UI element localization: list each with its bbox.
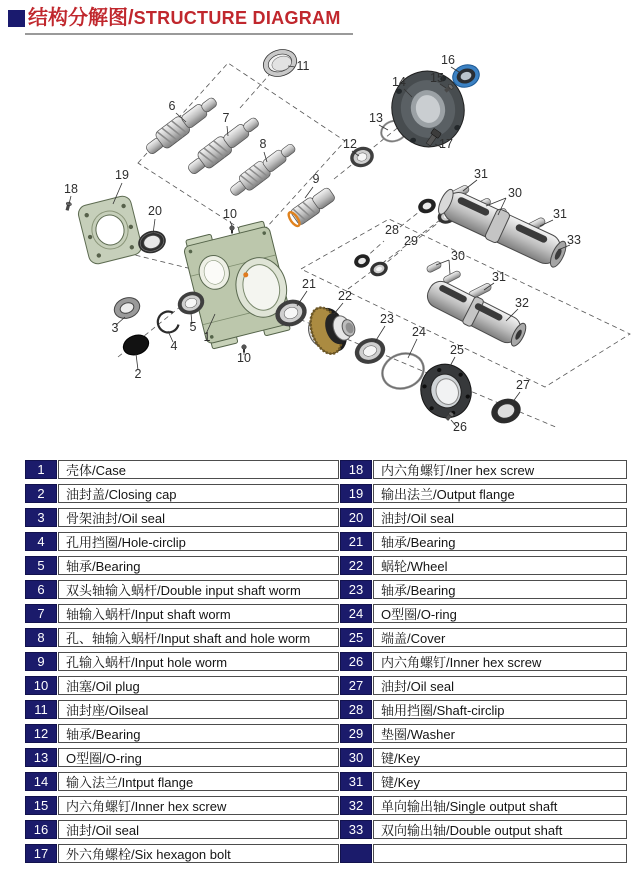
part-name-cell: 端盖/Cover <box>373 628 627 647</box>
part-number-cell: 9 <box>25 652 57 671</box>
table-row <box>340 796 627 815</box>
part-number-cell: 16 <box>25 820 57 839</box>
diagram-part-label: 30 <box>451 249 465 263</box>
page-title-en: STRUCTURE DIAGRAM <box>133 8 341 28</box>
part-name-cell: 轴输入蜗杆/Input shaft worm <box>58 604 339 623</box>
part-name-cell: O型圈/O-ring <box>58 748 339 767</box>
part-number-cell: 17 <box>25 844 57 863</box>
table-row <box>25 652 339 671</box>
diagram-part-label: 12 <box>343 137 357 151</box>
part-number-cell: 33 <box>340 820 372 839</box>
part-key-30b1 <box>426 261 442 274</box>
parts-table-section <box>0 460 633 868</box>
diagram-part-label: 17 <box>439 137 453 151</box>
part-number-cell: 5 <box>25 556 57 575</box>
part-number-cell: 22 <box>340 556 372 575</box>
diagram-part-label: 21 <box>302 277 316 291</box>
part-name-cell: 内六角螺钉/Iner hex screw <box>373 460 627 479</box>
table-row <box>25 508 339 527</box>
part-number-cell: 18 <box>340 460 372 479</box>
part-name-cell: 单向输出轴/Single output shaft <box>373 796 627 815</box>
table-row <box>25 676 339 695</box>
diagram-part-label: 15 <box>430 71 444 85</box>
table-row <box>25 604 339 623</box>
part-number-cell: 30 <box>340 748 372 767</box>
part-name-cell: 油塞/Oil plug <box>58 676 339 695</box>
table-row <box>340 604 627 623</box>
part-name-cell: 轴承/Bearing <box>373 532 627 551</box>
table-row <box>340 748 627 767</box>
part-number-cell: 7 <box>25 604 57 623</box>
part-number-cell <box>340 844 372 863</box>
part-number-cell: 1 <box>25 460 57 479</box>
diagram-part-label: 32 <box>515 296 529 310</box>
page-header <box>0 0 633 35</box>
part-number-cell: 2 <box>25 484 57 503</box>
diagram-part-label: 9 <box>312 172 320 186</box>
table-row <box>340 820 627 839</box>
diagram-part-label: 31 <box>553 207 567 221</box>
table-row <box>25 820 339 839</box>
table-row <box>340 532 627 551</box>
diagram-part-label: 8 <box>259 137 267 151</box>
part-name-cell: 内六角螺钉/Inner hex screw <box>373 652 627 671</box>
table-row <box>25 772 339 791</box>
part-name-cell: O型圈/O-ring <box>373 604 627 623</box>
part-name-cell: 孔输入蜗杆/Input hole worm <box>58 652 339 671</box>
part-number-cell: 13 <box>25 748 57 767</box>
diagram-part-label: 20 <box>148 204 162 218</box>
table-row <box>340 652 627 671</box>
part-number-cell: 25 <box>340 628 372 647</box>
part-name-cell: 双向输出轴/Double output shaft <box>373 820 627 839</box>
table-row <box>340 700 627 719</box>
diagram-part-label: 13 <box>369 111 383 125</box>
table-row <box>25 484 339 503</box>
diagram-part-label: 10 <box>223 207 237 221</box>
part-number-cell: 21 <box>340 532 372 551</box>
part-circlip-4 <box>155 309 180 335</box>
diagram-part-label: 29 <box>404 234 418 248</box>
part-name-cell: 轴承/Bearing <box>58 556 339 575</box>
table-row <box>25 724 339 743</box>
diagram-part-label: 10 <box>237 351 251 365</box>
table-row <box>340 556 627 575</box>
part-number-cell: 14 <box>25 772 57 791</box>
table-row <box>340 460 627 479</box>
part-number-cell: 10 <box>25 676 57 695</box>
part-name-cell: 外六角螺栓/Six hexagon bolt <box>58 844 339 863</box>
table-row <box>340 844 627 863</box>
parts-table-right <box>340 460 627 868</box>
part-name-cell: 油封/Oil seal <box>58 820 339 839</box>
diagram-part-label: 23 <box>380 312 394 326</box>
diagram-part-label: 24 <box>412 325 426 339</box>
part-number-cell: 31 <box>340 772 372 791</box>
part-name-cell: 输出法兰/Output flange <box>373 484 627 503</box>
part-name-cell: 骨架油封/Oil seal <box>58 508 339 527</box>
diagram-part-label: 6 <box>168 99 176 113</box>
part-number-cell: 19 <box>340 484 372 503</box>
part-number-cell: 6 <box>25 580 57 599</box>
diagram-part-label: 27 <box>516 378 530 392</box>
part-number-cell: 20 <box>340 508 372 527</box>
table-row <box>340 580 627 599</box>
part-oil-seal-20 <box>136 228 169 257</box>
diagram-part-label: 18 <box>64 182 78 196</box>
diagram-part-label: 11 <box>296 59 310 73</box>
part-name-cell: 孔、轴输入蜗杆/Input shaft and hole worm <box>58 628 339 647</box>
part-number-cell: 24 <box>340 604 372 623</box>
table-row <box>25 460 339 479</box>
table-row <box>340 484 627 503</box>
page-title <box>25 6 353 35</box>
part-name-cell: 油封/Oil seal <box>373 676 627 695</box>
diagram-part-label: 22 <box>338 289 352 303</box>
diagram-part-label: 31 <box>492 270 506 284</box>
table-row <box>340 676 627 695</box>
part-oil-seal-27 <box>488 395 524 428</box>
table-row <box>25 580 339 599</box>
part-name-cell <box>373 844 627 863</box>
diagram-part-label: 26 <box>453 420 467 434</box>
part-name-cell: 油封盖/Closing cap <box>58 484 339 503</box>
table-row <box>25 556 339 575</box>
table-row <box>340 724 627 743</box>
part-number-cell: 28 <box>340 700 372 719</box>
part-name-cell: 键/Key <box>373 772 627 791</box>
diagram-part-label: 3 <box>111 321 119 335</box>
part-output-flange-19 <box>77 194 144 265</box>
part-number-cell: 12 <box>25 724 57 743</box>
part-number-cell: 8 <box>25 628 57 647</box>
table-row <box>25 748 339 767</box>
part-number-cell: 15 <box>25 796 57 815</box>
table-row <box>340 628 627 647</box>
part-number-cell: 4 <box>25 532 57 551</box>
table-row <box>25 796 339 815</box>
part-screw-18 <box>64 202 71 212</box>
part-case-1 <box>182 219 297 350</box>
diagram-part-label: 2 <box>134 367 142 381</box>
part-name-cell: 孔用挡圈/Hole-circlip <box>58 532 339 551</box>
diagram-part-label: 7 <box>222 111 230 125</box>
part-number-cell: 26 <box>340 652 372 671</box>
diagram-part-label: 14 <box>392 75 406 89</box>
table-row <box>25 844 339 863</box>
part-oilseal-seat-11 <box>260 45 300 80</box>
diagram-part-label: 25 <box>450 343 464 357</box>
part-number-cell: 32 <box>340 796 372 815</box>
part-worm-9 <box>286 185 337 228</box>
table-row <box>340 508 627 527</box>
part-name-cell: 轴承/Bearing <box>373 580 627 599</box>
part-washer-29a <box>368 259 390 278</box>
diagram-part-label: 5 <box>189 320 197 334</box>
part-bearing-23 <box>351 334 389 368</box>
page-title-zh: 结构分解图/ <box>28 7 134 29</box>
table-row <box>340 772 627 791</box>
part-name-cell: 蜗轮/Wheel <box>373 556 627 575</box>
title-square-mark <box>8 10 25 27</box>
diagram-part-label: 33 <box>567 233 581 247</box>
part-number-cell: 3 <box>25 508 57 527</box>
diagram-part-label: 16 <box>441 53 455 67</box>
part-oil-seal-3 <box>111 294 142 322</box>
table-row <box>25 532 339 551</box>
part-name-cell: 内六角螺钉/Inner hex screw <box>58 796 339 815</box>
diagram-part-label: 30 <box>508 186 522 200</box>
part-name-cell: 输入法兰/Intput flange <box>58 772 339 791</box>
part-oil-plug-10a <box>230 226 235 234</box>
part-number-cell: 29 <box>340 724 372 743</box>
part-circlip-28a <box>352 252 371 270</box>
table-row <box>25 628 339 647</box>
part-name-cell: 油封座/Oilseal <box>58 700 339 719</box>
part-name-cell: 垫圈/Washer <box>373 724 627 743</box>
diagram-part-label: 1 <box>203 330 211 344</box>
diagram-part-label: 31 <box>474 167 488 181</box>
part-name-cell: 轴用挡圈/Shaft-circlip <box>373 700 627 719</box>
part-name-cell: 壳体/Case <box>58 460 339 479</box>
part-name-cell: 油封/Oil seal <box>373 508 627 527</box>
parts-table-left <box>25 460 339 868</box>
part-name-cell: 双头轴输入蜗杆/Double input shaft worm <box>58 580 339 599</box>
part-circlip-28b <box>416 196 438 215</box>
part-number-cell: 11 <box>25 700 57 719</box>
part-name-cell: 轴承/Bearing <box>58 724 339 743</box>
part-worm-wheel-22 <box>302 299 361 359</box>
diagram-part-label: 4 <box>170 339 178 353</box>
part-number-cell: 27 <box>340 676 372 695</box>
part-number-cell: 23 <box>340 580 372 599</box>
part-name-cell: 键/Key <box>373 748 627 767</box>
table-row <box>25 700 339 719</box>
structure-diagram <box>0 35 633 456</box>
diagram-part-label: 19 <box>115 168 129 182</box>
diagram-part-label: 28 <box>385 223 399 237</box>
